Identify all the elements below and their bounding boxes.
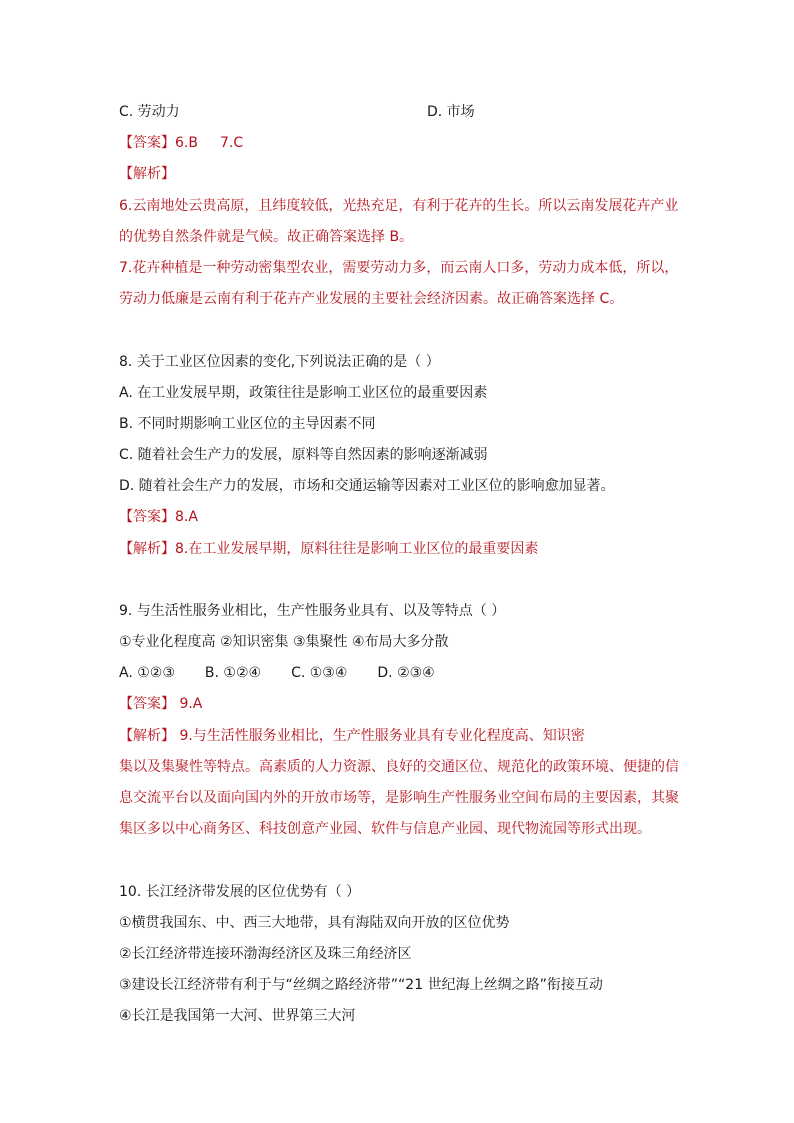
- q9-choices: ①专业化程度高 ②知识密集 ③集聚性 ④布局大多分散: [119, 634, 449, 650]
- q8-option-b: B. 不同时期影响工业区位的主导因素不同: [119, 416, 376, 432]
- q7-option-c: C. 劳动力: [119, 104, 180, 120]
- answer-6: 6.B: [175, 135, 198, 151]
- q9-option-b: B. ①②④: [204, 665, 262, 681]
- q8-answer-line: [119, 507, 198, 527]
- analysis-8: 8.在工业发展早期，原料往往是影响工业区位的最重要因素: [175, 541, 539, 557]
- q8-option-d: D. 随着社会生产力的发展，市场和交通运输等因素对工业区位的影响愈加显著。: [119, 478, 615, 494]
- q8-analysis-line: [119, 539, 538, 559]
- answer-tag: 【答案】: [119, 509, 175, 525]
- q8-option-a: A. 在工业发展早期，政策往往是影响工业区位的最重要因素: [119, 385, 488, 401]
- q9-analysis-line-3: 息交流平台以及面向国内外的开放市场等，是影响生产性服务业空间布局的主要因素，其聚: [119, 790, 679, 806]
- answer-9: 9.A: [175, 696, 203, 712]
- q9-option-a: A. ①②③: [119, 665, 175, 681]
- analysis-tag: 【解析】: [119, 541, 175, 557]
- q9-analysis-line-1: [119, 726, 585, 746]
- q9-analysis-line-4: 集区多以中心商务区、科技创意产业园、软件与信息产业园、现代物流园等形式出现。: [119, 821, 651, 837]
- q9-analysis-line-2: 集以及集聚性等特点。高素质的人力资源、良好的交通区位、规范化的政策环境、便捷的信: [119, 759, 679, 775]
- analysis-7-line-1: 7.花卉种植是一种劳动密集型农业，需要劳动力多，而云南人口多，劳动力成本低，所以，: [119, 260, 679, 276]
- analysis-tag: 【解析】: [119, 166, 175, 182]
- answer-8: 8.A: [175, 509, 198, 525]
- analysis-tag: 【解析】: [119, 728, 175, 744]
- analysis-6-line-1: 6.云南地处云贵高原，且纬度较低，光热充足，有利于花卉的生长。所以云南发展花卉产业: [119, 198, 679, 214]
- q10-item-4: ④长江是我国第一大河、世界第三大河: [119, 1008, 356, 1024]
- answer-tag: 【答案】: [119, 135, 175, 151]
- q10-item-2: ②长江经济带连接环渤海经济区及珠三角经济区: [119, 946, 412, 962]
- q8-stem: 8. 关于工业区位因素的变化,下列说法正确的是（ ）: [119, 354, 440, 370]
- analysis-9-part-1: 9.与生活性服务业相比，生产性服务业具有专业化程度高、知识密: [175, 728, 585, 744]
- analysis-6-line-2: 的优势自然条件就是气候。故正确答案选择 B。: [119, 229, 414, 245]
- q9-options: [119, 663, 435, 683]
- q9-answer-line: [119, 694, 202, 714]
- q9-option-c: C. ①③④: [291, 665, 348, 681]
- q7-option-d: D. 市场: [427, 104, 475, 120]
- q10-stem: 10. 长江经济带发展的区位优势有（ ）: [119, 884, 361, 900]
- q7-answer-line: [119, 133, 243, 153]
- q8-option-c: C. 随着社会生产力的发展，原料等自然因素的影响逐渐减弱: [119, 447, 488, 463]
- q9-option-d: D. ②③④: [377, 665, 435, 681]
- answer-7: 7.C: [219, 135, 244, 151]
- answer-tag: 【答案】: [119, 696, 175, 712]
- q10-item-1: ①横贯我国东、中、西三大地带，具有海陆双向开放的区位优势: [119, 915, 510, 931]
- q10-item-3: ③建设长江经济带有利于与“丝绸之路经济带”“21 世纪海上丝绸之路”衔接互动: [119, 977, 603, 993]
- q9-stem: 9. 与生活性服务业相比，生产性服务业具有、以及等特点（ ）: [119, 603, 506, 619]
- analysis-7-line-2: 劳动力低廉是云南有利于花卉产业发展的主要社会经济因素。故正确答案选择 C。: [119, 291, 624, 307]
